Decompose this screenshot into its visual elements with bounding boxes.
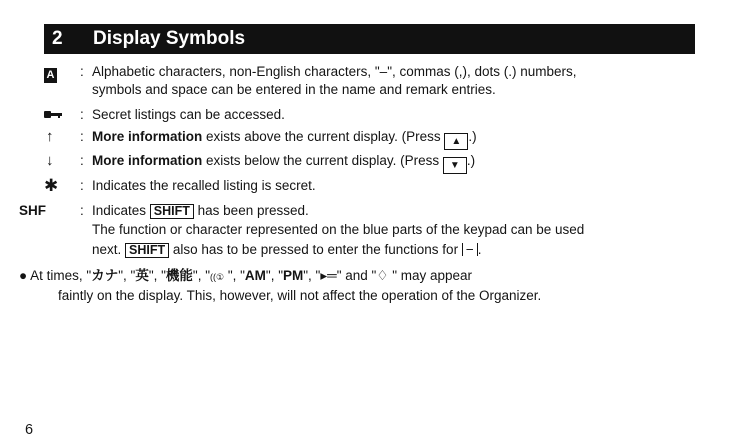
more-info-label: More information <box>92 129 203 144</box>
shift-key: SHIFT <box>125 243 169 258</box>
more-below-desc <box>92 152 475 170</box>
arrow-down-icon: ↓ <box>46 152 54 169</box>
alpha-desc-line1: Alphabetic characters, non-English characters, "–", commas (,), dots (.) numbers, <box>92 64 577 79</box>
section-header <box>44 24 695 54</box>
more-above-text: exists above the current display. (Press <box>202 129 445 144</box>
more-info-label: More information <box>92 153 203 168</box>
colon: : <box>80 64 84 79</box>
note-line2: faintly on the display. This, however, will not affect the operation of the Organizer. <box>58 288 542 303</box>
bell-indicator: ♢ <box>376 268 389 283</box>
note-line1 <box>19 267 472 285</box>
pointer-indicator: ▸═ <box>320 268 337 283</box>
note-sep: ", " <box>148 268 166 283</box>
bullet-icon: ● <box>19 268 28 283</box>
note-sep: " and " <box>336 268 377 283</box>
more-above-end: .) <box>468 129 477 144</box>
shf-line3-pre: next. <box>92 242 126 257</box>
more-above-desc <box>92 128 477 146</box>
note-sep: ", " <box>192 268 211 283</box>
note-pre: At times, " <box>30 268 92 283</box>
shift-key: SHIFT <box>150 204 194 219</box>
shf-line3-end: . <box>477 242 482 257</box>
page-number: 6 <box>25 422 34 438</box>
function-indicator: 機能 <box>165 268 193 283</box>
colon: : <box>80 178 84 193</box>
note-line1-end: " may appear <box>388 268 473 283</box>
alarm-indicator: ((① <box>210 272 225 282</box>
pm-indicator: PM <box>283 268 304 283</box>
note-sep: ", " <box>265 268 284 283</box>
secret-desc: Secret listings can be accessed. <box>92 107 285 122</box>
letter-a-block-icon: A <box>44 63 57 81</box>
arrow-up-icon: ↑ <box>46 128 54 145</box>
shf-symbol: SHF <box>19 203 46 218</box>
minus-key: − <box>462 243 478 256</box>
star-desc: Indicates the recalled listing is secret. <box>92 178 316 193</box>
more-below-end: .) <box>466 153 476 168</box>
kana-indicator: カナ <box>91 268 119 283</box>
shf-post: has been pressed. <box>193 203 309 218</box>
up-key: ▲ <box>444 133 468 150</box>
note-sep: ", " <box>303 268 321 283</box>
shf-desc-line2: The function or character represented on the blue parts of the keypad can be used <box>92 222 585 237</box>
shf-pre: Indicates <box>92 203 150 218</box>
note-sep: ", " <box>118 268 136 283</box>
section-title: Display Symbols <box>93 28 246 49</box>
colon: : <box>80 153 84 168</box>
note-sep: ", " <box>224 268 245 283</box>
down-key: ▼ <box>443 157 467 174</box>
colon: : <box>80 203 84 218</box>
shf-desc-line1 <box>92 202 309 220</box>
am-indicator: AM <box>244 268 266 283</box>
asterisk-icon: ✱ <box>44 176 59 195</box>
more-below-text: exists below the current display. (Press <box>202 153 443 168</box>
colon: : <box>80 129 84 144</box>
shf-desc-line3 <box>92 241 481 259</box>
colon: : <box>80 107 84 122</box>
section-number: 2 <box>52 28 63 49</box>
english-indicator: 英 <box>135 268 149 283</box>
shf-line3-mid: also has to be pressed to enter the functions for <box>169 242 462 257</box>
alpha-desc-line2: symbols and space can be entered in the name and remark entries. <box>92 82 496 97</box>
key-icon <box>44 106 62 124</box>
